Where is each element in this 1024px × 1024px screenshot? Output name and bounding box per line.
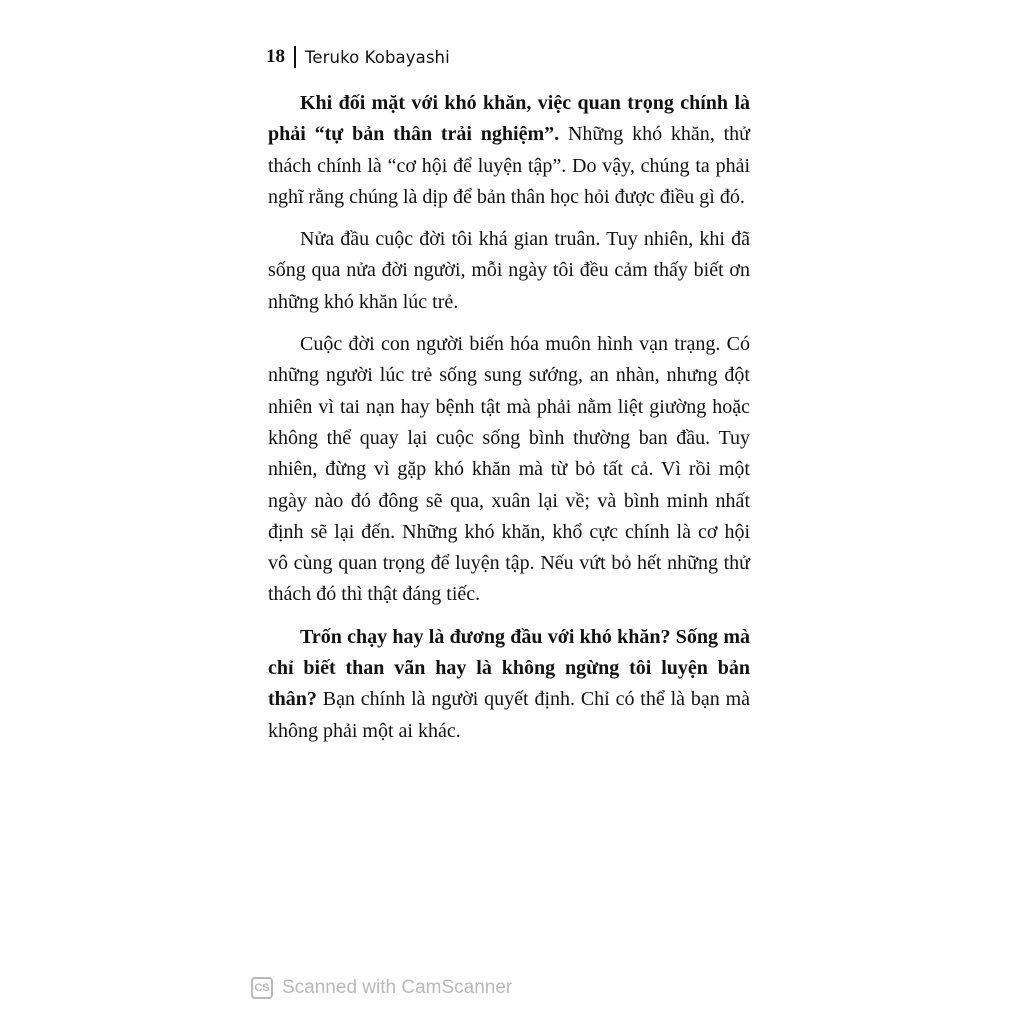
scanner-watermark bbox=[251, 977, 512, 999]
paragraph-2 bbox=[268, 224, 750, 318]
paragraph-4-text: Bạn chính là người quyết định. Chỉ có thể là bạn mà không phải một ai khác. bbox=[268, 688, 750, 742]
paragraph-2-text: Nửa đầu cuộc đời tôi khá gian truân. Tuy nhiên, khi đã sống qua nửa đời người, mỗi ngày tôi đều cảm thấy biết ơn những khó khăn lúc trẻ. bbox=[268, 228, 750, 313]
body-text bbox=[268, 88, 750, 747]
header-divider bbox=[294, 46, 296, 68]
paragraph-4 bbox=[268, 622, 750, 747]
paragraph-4-bold: Trốn chạy hay là đương đầu với khó khăn? Sống mà chỉ biết than vãn hay là không ngừng tôi luyện bản thân? bbox=[268, 625, 750, 711]
paragraph-1 bbox=[268, 88, 750, 213]
watermark-text: Scanned with CamScanner bbox=[282, 977, 513, 998]
author-name: Teruko Kobayashi bbox=[305, 47, 450, 67]
paragraph-3 bbox=[268, 329, 750, 611]
running-header bbox=[266, 42, 450, 72]
camscanner-logo-icon: CS bbox=[251, 977, 273, 999]
paragraph-3-text: Cuộc đời con người biến hóa muôn hình vạn trạng. Có những người lúc trẻ sống sung sướng, an nhàn, nhưng đột nhiên vì tai nạn hay bệnh tật mà phải nằm liệt giường hoặc không thể quay lại cuộc sống bình thường ban đầu. Tuy nhiên, đừng vì gặp khó khăn mà từ bỏ tất cả. Vì rồi một ngày nào đó đông sẽ qua, xuân lại về; và bình minh nhất định sẽ lại đến. Những khó khăn, khổ cực chính là cơ hội vô cùng quan trọng để luyện tập. Nếu vứt bỏ hết những thử thách đó thì thật đáng tiếc. bbox=[268, 333, 750, 606]
page-number: 18 bbox=[266, 46, 285, 67]
paragraph-1-bold: Khi đối mặt với khó khăn, việc quan trọng chính là phải “tự bản thân trải nghiệm”. bbox=[268, 92, 750, 146]
paragraph-1-text: Những khó khăn, thử thách chính là “cơ hội để luyện tập”. Do vậy, chúng ta phải nghĩ rằng chúng là dịp để bản thân học hỏi được điều gì đó. bbox=[268, 123, 750, 208]
